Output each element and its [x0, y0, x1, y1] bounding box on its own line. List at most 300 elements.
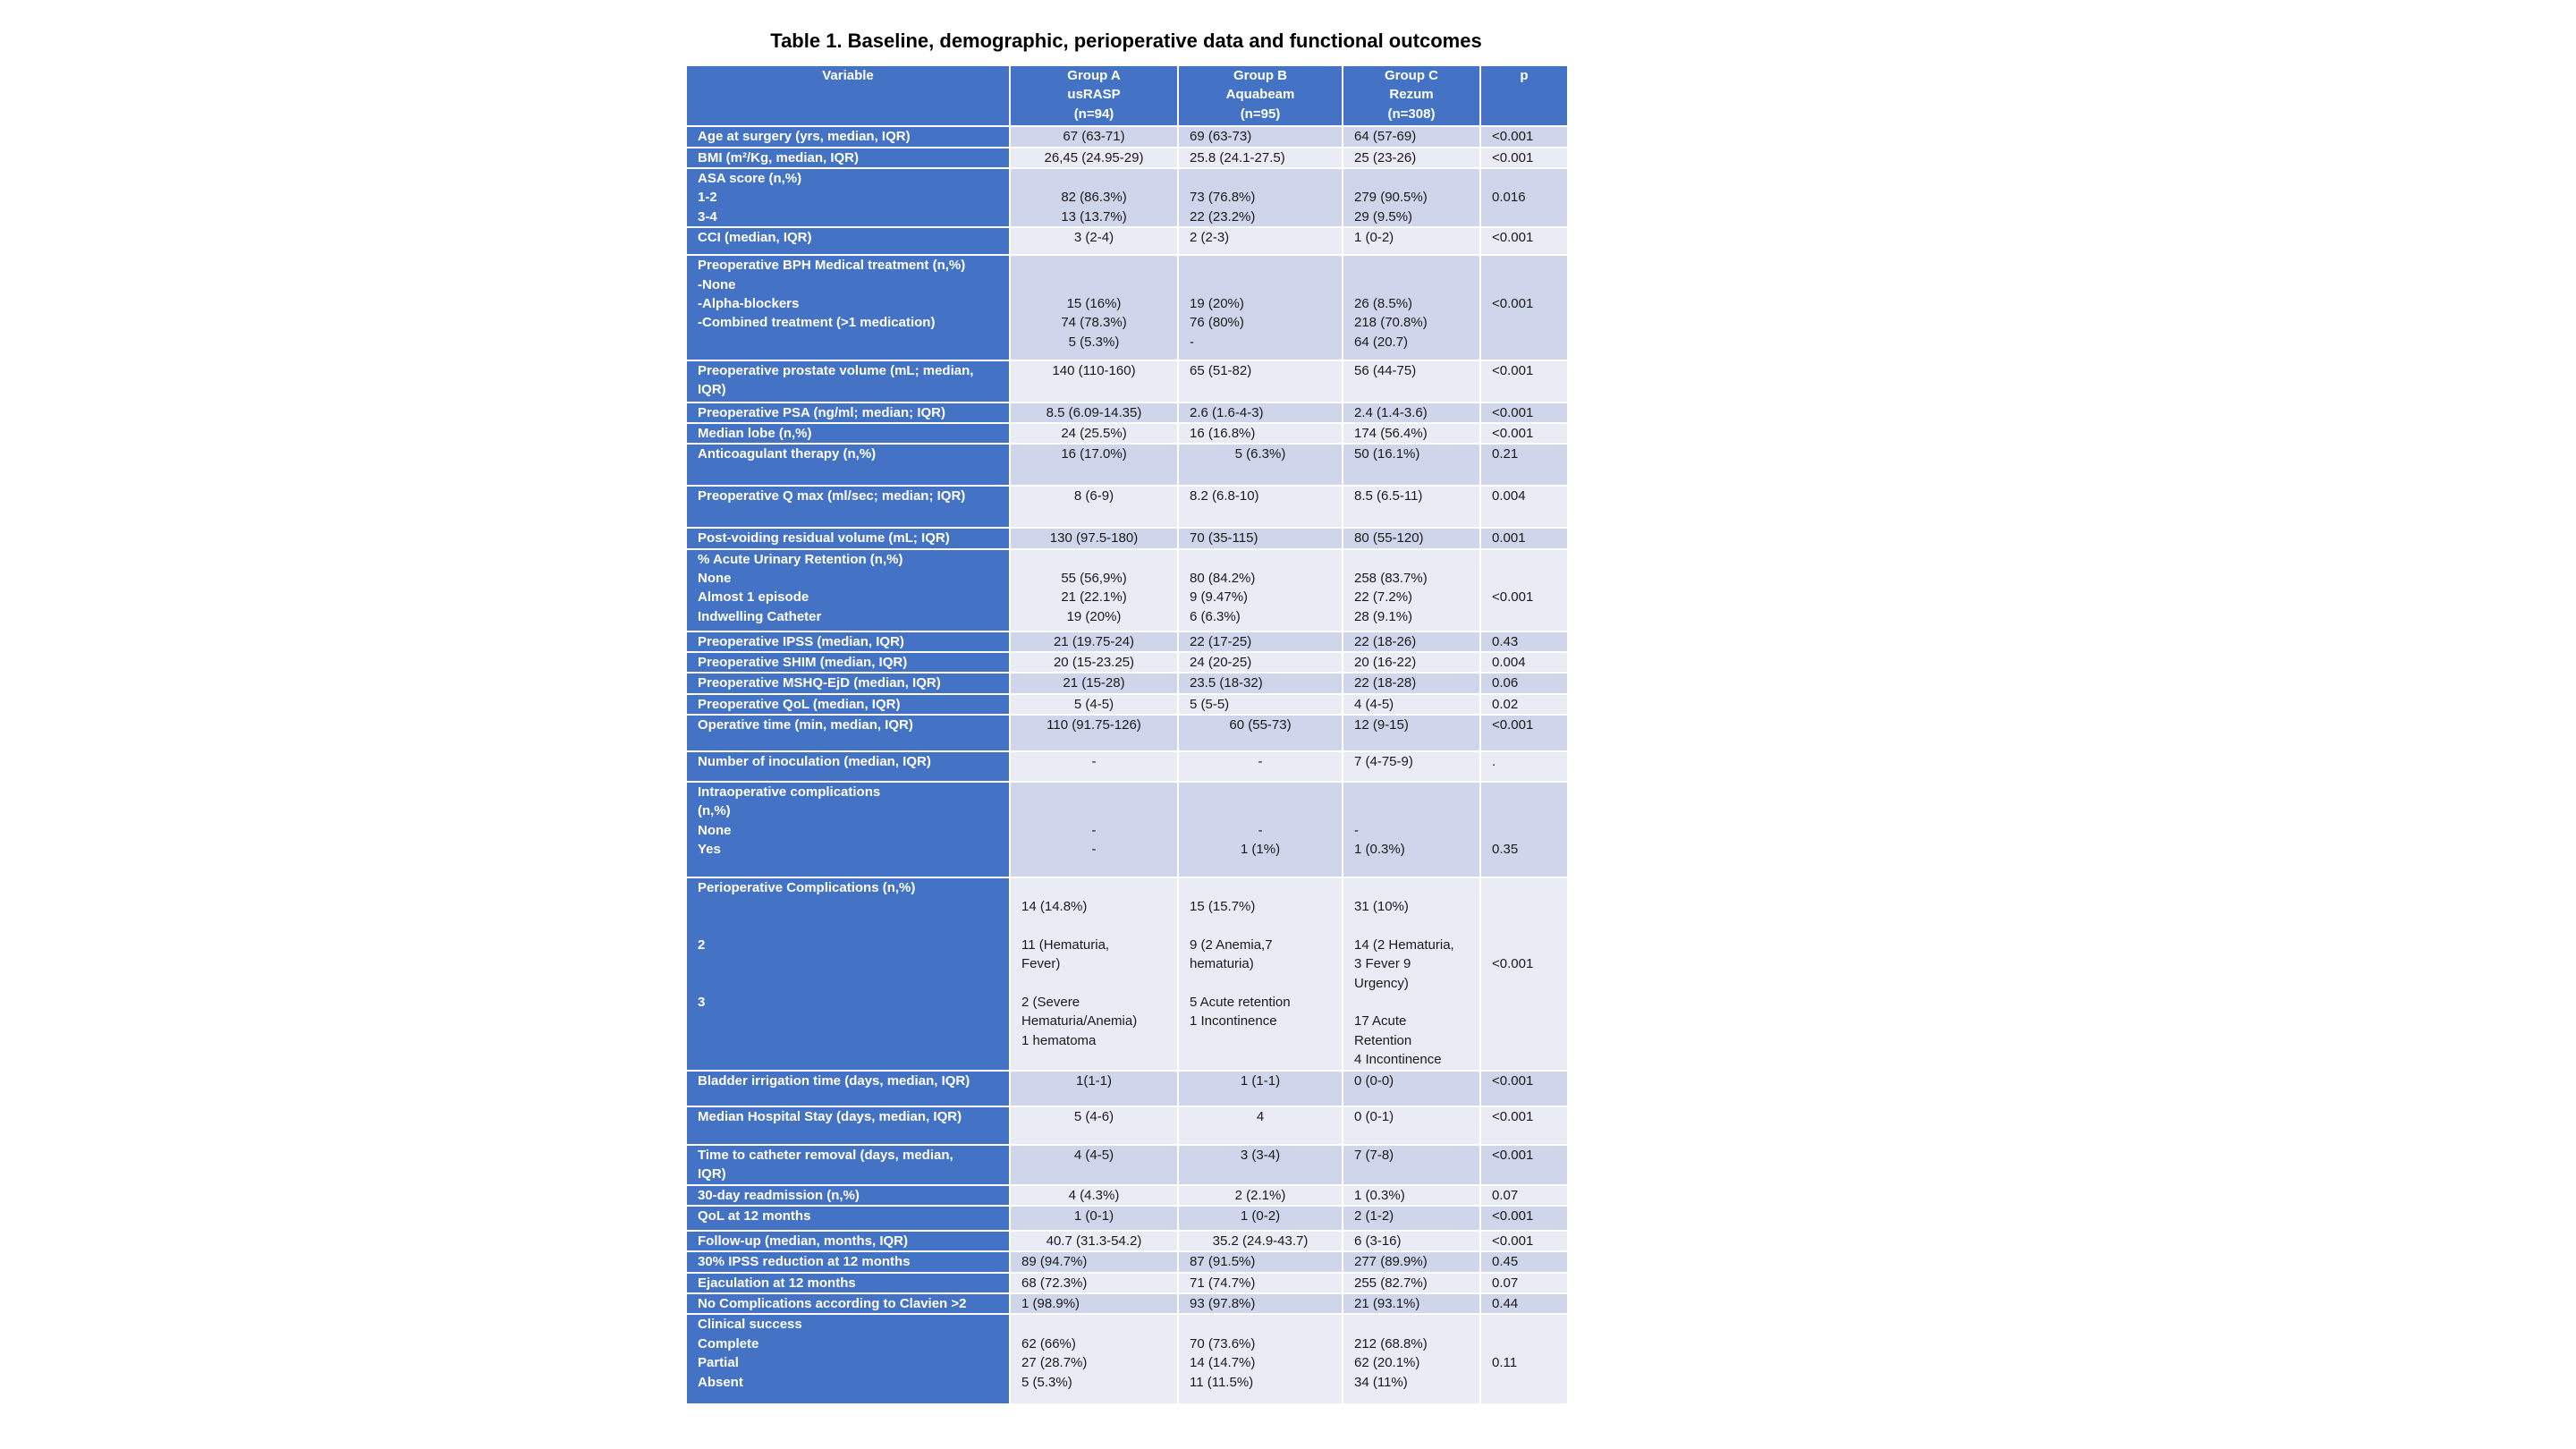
cell-line: Bladder irrigation time (days, median, IQR): [698, 1072, 970, 1089]
cell-line: 1 (0.3%): [1354, 842, 1405, 857]
row-label: [687, 148, 1009, 167]
cell-line: <0.001: [1492, 129, 1534, 145]
p-value: [1481, 169, 1567, 226]
cell-line: 1-2: [698, 190, 717, 206]
row-label: [687, 1294, 1009, 1313]
p-value: [1481, 1207, 1567, 1230]
header-p: [1481, 66, 1567, 125]
cell-line: 21 (22.1%): [1061, 589, 1127, 606]
p-value: [1481, 1186, 1567, 1205]
cell-line: Rezum: [1389, 87, 1434, 103]
header-variable: [687, 66, 1009, 125]
cell-line: [698, 954, 998, 973]
cell-line: Median lobe (n,%): [698, 425, 812, 441]
cell-line: 82 (86.3%): [1061, 190, 1127, 206]
cell-line: 258 (83.7%): [1354, 571, 1428, 587]
table-title: Table 1. Baseline, demographic, perioperative data and functional outcomes: [770, 30, 1482, 52]
group-a-value: [1011, 783, 1177, 877]
cell-line: -: [1354, 822, 1359, 838]
cell-line: [1190, 916, 1331, 935]
group-c-value: [1343, 169, 1479, 226]
group-b-value: [1179, 1146, 1342, 1184]
cell-line: [1021, 275, 1166, 294]
cell-line: 0.001: [1492, 530, 1526, 547]
cell-line: 13 (13.7%): [1061, 208, 1127, 225]
cell-line: 4 Incontinence: [1354, 1052, 1442, 1068]
cell-line: Preoperative BPH Medical treatment (n,%): [698, 258, 966, 274]
group-a-value: [1011, 695, 1177, 714]
cell-line: 14 (2 Hematuria,: [1354, 936, 1454, 953]
cell-line: 8.2 (6.8-10): [1190, 488, 1259, 504]
group-b-value: [1179, 716, 1342, 750]
cell-line: 22 (23.2%): [1190, 208, 1256, 225]
cell-line: 64 (57-69): [1354, 129, 1417, 145]
cell-line: 1 hematoma: [1021, 1032, 1097, 1048]
cell-line: 2 (1-2): [1354, 1208, 1394, 1224]
p-value: [1481, 424, 1567, 443]
table-row: [687, 361, 1567, 402]
table-row: [687, 148, 1567, 167]
cell-line: 0.44: [1492, 1295, 1519, 1311]
cell-line: Perioperative Complications (n,%): [698, 879, 916, 895]
group-a-value: [1011, 487, 1177, 527]
cell-line: 89 (94.7%): [1021, 1254, 1088, 1270]
cell-line: 4 (4.3%): [1068, 1187, 1120, 1203]
cell-line: Group A: [1067, 68, 1121, 83]
table-row: [687, 1315, 1567, 1402]
group-a-value: [1011, 1274, 1177, 1292]
header-group-c: [1343, 66, 1479, 125]
cell-line: hematuria): [1190, 956, 1254, 972]
group-c-value: [1343, 228, 1479, 254]
row-label: [687, 487, 1009, 527]
cell-line: [1354, 916, 1469, 935]
cell-line: 50 (16.1%): [1354, 446, 1420, 462]
group-a-value: [1011, 1072, 1177, 1106]
cell-line: 21 (19.75-24): [1053, 633, 1135, 649]
table-row: [687, 1274, 1567, 1292]
row-label: [687, 550, 1009, 631]
cell-line: 8 (6-9): [1073, 488, 1114, 504]
cell-line: None: [698, 571, 732, 587]
cell-line: Group B: [1233, 68, 1287, 83]
cell-line: [1021, 1315, 1166, 1334]
cell-line: <0.001: [1492, 149, 1534, 165]
cell-line: 93 (97.8%): [1190, 1295, 1256, 1311]
p-value: [1481, 878, 1567, 1070]
cell-line: 0.43: [1492, 633, 1519, 649]
group-a-value: [1011, 256, 1177, 360]
cell-line: 60 (55-73): [1229, 717, 1292, 733]
cell-line: 14 (14.7%): [1190, 1355, 1256, 1371]
cell-line: 0.004: [1492, 488, 1526, 504]
cell-line: [1354, 256, 1469, 275]
group-b-value: [1179, 127, 1342, 146]
p-value: [1481, 529, 1567, 547]
cell-line: <0.001: [1492, 1072, 1534, 1089]
cell-line: <0.001: [1492, 1109, 1534, 1125]
cell-line: 110 (91.75-126): [1046, 717, 1141, 733]
cell-line: 16 (16.8%): [1190, 425, 1256, 441]
cell-line: Operative time (min, median, IQR): [698, 717, 913, 733]
row-label: [687, 1207, 1009, 1230]
cell-line: (n,%): [698, 803, 731, 819]
table-row: [687, 1146, 1567, 1184]
table-row: [687, 403, 1567, 422]
cell-line: Absent: [698, 1374, 743, 1390]
group-c-value: [1343, 127, 1479, 146]
group-c-value: [1343, 716, 1479, 750]
cell-line: 8.5 (6.5-11): [1354, 488, 1423, 504]
cell-line: -: [1258, 822, 1263, 838]
cell-line: 70 (73.6%): [1190, 1335, 1256, 1352]
cell-line: 25.8 (24.1-27.5): [1190, 149, 1285, 165]
table-row: [687, 529, 1567, 547]
cell-line: [1190, 550, 1331, 569]
table-row: [687, 695, 1567, 714]
cell-line: 5 (4-6): [1073, 1109, 1114, 1125]
cell-line: [1021, 783, 1166, 801]
cell-line: Preoperative QoL (median, IQR): [698, 696, 901, 712]
group-c-value: [1343, 1207, 1479, 1230]
group-b-value: [1179, 653, 1342, 672]
cell-line: [1190, 783, 1331, 801]
cell-line: 35.2 (24.9-43.7): [1212, 1233, 1309, 1249]
cell-line: [1354, 1315, 1469, 1334]
cell-line: Follow-up (median, months, IQR): [698, 1233, 908, 1249]
table-row: [687, 550, 1567, 631]
cell-line: 55 (56,9%): [1061, 571, 1127, 587]
cell-line: [1354, 169, 1469, 188]
cell-line: 140 (110-160): [1052, 362, 1136, 378]
cell-line: None: [698, 822, 732, 838]
p-value: [1481, 361, 1567, 402]
table-row: [687, 653, 1567, 672]
cell-line: Hematuria/Anemia): [1021, 1013, 1138, 1030]
row-label: [687, 256, 1009, 360]
cell-line: Age at surgery (yrs, median, IQR): [698, 129, 911, 145]
group-a-value: [1011, 445, 1177, 485]
group-c-value: [1343, 148, 1479, 167]
cell-line: 5 (4-5): [1073, 696, 1114, 712]
cell-line: 27 (28.7%): [1021, 1355, 1088, 1371]
cell-line: [1021, 169, 1166, 188]
cell-line: 30% IPSS reduction at 12 months: [698, 1254, 911, 1270]
group-c-value: [1343, 752, 1479, 781]
row-label: [687, 424, 1009, 443]
cell-line: -None: [698, 276, 736, 292]
cell-line: 29 (9.5%): [1354, 208, 1413, 225]
cell-line: 174 (56.4%): [1354, 425, 1428, 441]
cell-line: Complete: [698, 1335, 759, 1352]
p-value: [1481, 632, 1567, 651]
cell-line: Intraoperative complications: [698, 784, 881, 800]
group-b-value: [1179, 632, 1342, 651]
header-group-a: [1011, 66, 1177, 125]
cell-line: Urgency): [1354, 975, 1409, 991]
cell-line: -: [1091, 842, 1097, 857]
cell-line: 0 (0-1): [1354, 1109, 1394, 1125]
cell-line: 1 (0-1): [1073, 1208, 1114, 1224]
group-a-value: [1011, 1232, 1177, 1250]
cell-line: 21 (15-28): [1063, 675, 1125, 691]
cell-line: Preoperative PSA (ng/ml; median; IQR): [698, 404, 945, 420]
cell-line: 5 (5.3%): [1068, 334, 1120, 350]
table-row: [687, 1232, 1567, 1250]
group-c-value: [1343, 695, 1479, 714]
row-label: [687, 1274, 1009, 1292]
table-row: [687, 878, 1567, 1070]
cell-line: [1021, 974, 1166, 993]
table-row: [687, 424, 1567, 443]
group-b-value: [1179, 1274, 1342, 1292]
cell-line: (n=308): [1387, 106, 1436, 122]
cell-line: 22 (7.2%): [1354, 589, 1413, 606]
cell-line: 0.11: [1492, 1355, 1518, 1371]
group-a-value: [1011, 529, 1177, 547]
cell-line: [698, 916, 998, 935]
group-b-value: [1179, 361, 1342, 402]
cell-line: 1 (0.3%): [1354, 1187, 1405, 1203]
cell-line: <0.001: [1492, 1147, 1534, 1163]
group-a-value: [1011, 127, 1177, 146]
group-b-value: [1179, 424, 1342, 443]
cell-line: 6 (6.3%): [1190, 608, 1241, 624]
cell-line: 0.004: [1492, 654, 1526, 670]
cell-line: 6 (3-16): [1354, 1233, 1402, 1249]
cell-line: <0.001: [1492, 404, 1534, 420]
cell-line: [1190, 256, 1331, 275]
cell-line: -: [1091, 753, 1097, 769]
cell-line: 0.35: [1492, 842, 1519, 857]
group-c-value: [1343, 256, 1479, 360]
p-value: [1481, 1146, 1567, 1184]
row-label: [687, 1107, 1009, 1144]
cell-line: IQR): [698, 382, 726, 398]
cell-line: 76 (80%): [1190, 315, 1244, 331]
cell-line: [1354, 783, 1469, 801]
group-b-value: [1179, 445, 1342, 485]
group-c-value: [1343, 403, 1479, 422]
p-value: [1481, 1274, 1567, 1292]
cell-line: Partial: [698, 1355, 739, 1371]
cell-line: [1492, 569, 1556, 588]
group-a-value: [1011, 1315, 1177, 1402]
row-label: [687, 1232, 1009, 1250]
cell-line: Indwelling Catheter: [698, 608, 822, 624]
cell-line: 2.4 (1.4-3.6): [1354, 404, 1428, 420]
cell-line: Yes: [698, 842, 721, 857]
group-b-value: [1179, 487, 1342, 527]
cell-line: Median Hospital Stay (days, median, IQR): [698, 1109, 962, 1125]
cell-line: Preoperative SHIM (median, IQR): [698, 654, 908, 670]
cell-line: 80 (84.2%): [1190, 571, 1256, 587]
p-value: [1481, 550, 1567, 631]
cell-line: 5 (5-5): [1190, 696, 1230, 712]
group-b-value: [1179, 148, 1342, 167]
cell-line: Aquabeam: [1225, 87, 1295, 103]
cell-line: 28 (9.1%): [1354, 608, 1413, 624]
cell-line: 24 (20-25): [1190, 654, 1252, 670]
cell-line: 8.5 (6.09-14.35): [1046, 404, 1142, 420]
row-label: [687, 878, 1009, 1070]
cell-line: 2 (2-3): [1190, 230, 1230, 246]
cell-line: 80 (55-120): [1354, 530, 1424, 547]
group-a-value: [1011, 1252, 1177, 1271]
group-a-value: [1011, 1207, 1177, 1230]
cell-line: 0.016: [1492, 190, 1526, 206]
cell-line: [1021, 256, 1166, 275]
cell-line: 9 (9.47%): [1190, 589, 1249, 606]
group-b-value: [1179, 1232, 1342, 1250]
cell-line: 24 (25.5%): [1061, 425, 1127, 441]
cell-line: [1190, 275, 1331, 294]
cell-line: 16 (17.0%): [1061, 446, 1127, 462]
cell-line: [1492, 275, 1556, 294]
cell-line: 22 (18-26): [1354, 633, 1417, 649]
p-value: [1481, 1315, 1567, 1402]
group-b-value: [1179, 878, 1342, 1070]
cell-line: -: [1091, 822, 1097, 838]
cell-line: Preoperative IPSS (median, IQR): [698, 633, 904, 649]
cell-line: [1354, 550, 1469, 569]
row-label: [687, 1252, 1009, 1271]
group-c-value: [1343, 674, 1479, 692]
cell-line: [1021, 916, 1166, 935]
cell-line: Group C: [1385, 68, 1438, 83]
cell-line: Clinical success: [698, 1317, 802, 1333]
group-a-value: [1011, 716, 1177, 750]
table-row: [687, 487, 1567, 527]
cell-line: [1492, 783, 1556, 801]
cell-line: 25 (23-26): [1354, 149, 1417, 165]
cell-line: usRASP: [1067, 87, 1121, 103]
group-b-value: [1179, 228, 1342, 254]
cell-line: 1 (98.9%): [1021, 1295, 1080, 1311]
group-c-value: [1343, 1294, 1479, 1313]
row-label: [687, 1186, 1009, 1205]
table-row: [687, 1252, 1567, 1271]
row-label: [687, 783, 1009, 877]
cell-line: 14 (14.8%): [1021, 899, 1088, 915]
cell-line: 4 (4-5): [1073, 1147, 1114, 1163]
cell-line: 4: [1256, 1109, 1265, 1125]
group-a-value: [1011, 228, 1177, 254]
cell-line: [1190, 169, 1331, 188]
cell-line: 3 (2-4): [1073, 230, 1114, 246]
cell-line: Time to catheter removal (days, median,: [698, 1147, 953, 1163]
cell-line: [1190, 801, 1331, 820]
cell-line: 26 (8.5%): [1354, 295, 1413, 311]
cell-line: -Combined treatment (>1 medication): [698, 315, 936, 331]
cell-line: [1190, 878, 1331, 897]
cell-line: 5 (6.3%): [1234, 446, 1286, 462]
cell-line: (n=95): [1240, 106, 1281, 122]
cell-line: 11 (11.5%): [1190, 1374, 1254, 1390]
cell-line: 279 (90.5%): [1354, 190, 1428, 206]
cell-line: 0.02: [1492, 696, 1519, 712]
cell-line: Fever): [1021, 956, 1061, 972]
p-value: [1481, 716, 1567, 750]
group-c-value: [1343, 1146, 1479, 1184]
cell-line: 69 (63-73): [1190, 129, 1252, 145]
p-value: [1481, 1232, 1567, 1250]
row-label: [687, 445, 1009, 485]
cell-line: <0.001: [1492, 1233, 1534, 1249]
cell-line: 0.21: [1492, 446, 1519, 462]
p-value: [1481, 148, 1567, 167]
cell-line: 2 (2.1%): [1234, 1187, 1286, 1203]
cell-line: % Acute Urinary Retention (n,%): [698, 551, 903, 567]
group-c-value: [1343, 632, 1479, 651]
cell-line: 1 (1-1): [1240, 1072, 1281, 1089]
cell-line: CCI (median, IQR): [698, 230, 812, 246]
cell-line: Retention: [1354, 1032, 1412, 1048]
row-label: [687, 1146, 1009, 1184]
cell-line: .: [1492, 753, 1496, 769]
cell-line: 3 (3-4): [1240, 1147, 1281, 1163]
cell-line: [1354, 993, 1469, 1012]
group-c-value: [1343, 1232, 1479, 1250]
cell-line: 7 (4-75-9): [1354, 753, 1413, 769]
cell-line: 64 (20.7): [1354, 334, 1409, 350]
table-row: [687, 1186, 1567, 1205]
cell-line: 23.5 (18-32): [1190, 675, 1263, 691]
cell-line: 2: [698, 936, 706, 953]
cell-line: <0.001: [1492, 717, 1534, 733]
group-b-value: [1179, 1294, 1342, 1313]
cell-line: 31 (10%): [1354, 899, 1409, 915]
cell-line: [1492, 169, 1556, 188]
group-b-value: [1179, 1186, 1342, 1205]
cell-line: 0.07: [1492, 1187, 1519, 1203]
cell-line: Preoperative prostate volume (mL; median,: [698, 362, 974, 378]
cell-line: 34 (11%): [1354, 1374, 1408, 1390]
group-c-value: [1343, 1107, 1479, 1144]
row-label: [687, 228, 1009, 254]
cell-line: 20 (15-23.25): [1053, 654, 1135, 670]
table-row: [687, 445, 1567, 485]
group-b-value: [1179, 1072, 1342, 1106]
cell-line: Preoperative MSHQ-EjD (median, IQR): [698, 675, 941, 691]
cell-line: [1021, 550, 1166, 569]
cell-line: 70 (35-115): [1190, 530, 1258, 547]
cell-line: [1492, 916, 1556, 935]
row-label: [687, 529, 1009, 547]
cell-line: 20 (16-22): [1354, 654, 1417, 670]
p-value: [1481, 445, 1567, 485]
cell-line: 1 (0-2): [1240, 1208, 1281, 1224]
group-b-value: [1179, 403, 1342, 422]
cell-line: <0.001: [1492, 589, 1534, 606]
group-b-value: [1179, 752, 1342, 781]
row-label: [687, 653, 1009, 672]
cell-line: 11 (Hematuria,: [1021, 936, 1110, 953]
cell-line: 255 (82.7%): [1354, 1275, 1428, 1291]
cell-line: 5 (5.3%): [1021, 1374, 1072, 1390]
cell-line: <0.001: [1492, 295, 1534, 311]
p-value: [1481, 1252, 1567, 1271]
cell-line: Post-voiding residual volume (mL; IQR): [698, 530, 950, 547]
p-value: [1481, 752, 1567, 781]
group-c-value: [1343, 1274, 1479, 1292]
cell-line: 0.45: [1492, 1254, 1519, 1270]
group-a-value: [1011, 1186, 1177, 1205]
cell-line: [1021, 801, 1166, 820]
group-a-value: [1011, 424, 1177, 443]
group-b-value: [1179, 783, 1342, 877]
cell-line: [1354, 275, 1469, 294]
